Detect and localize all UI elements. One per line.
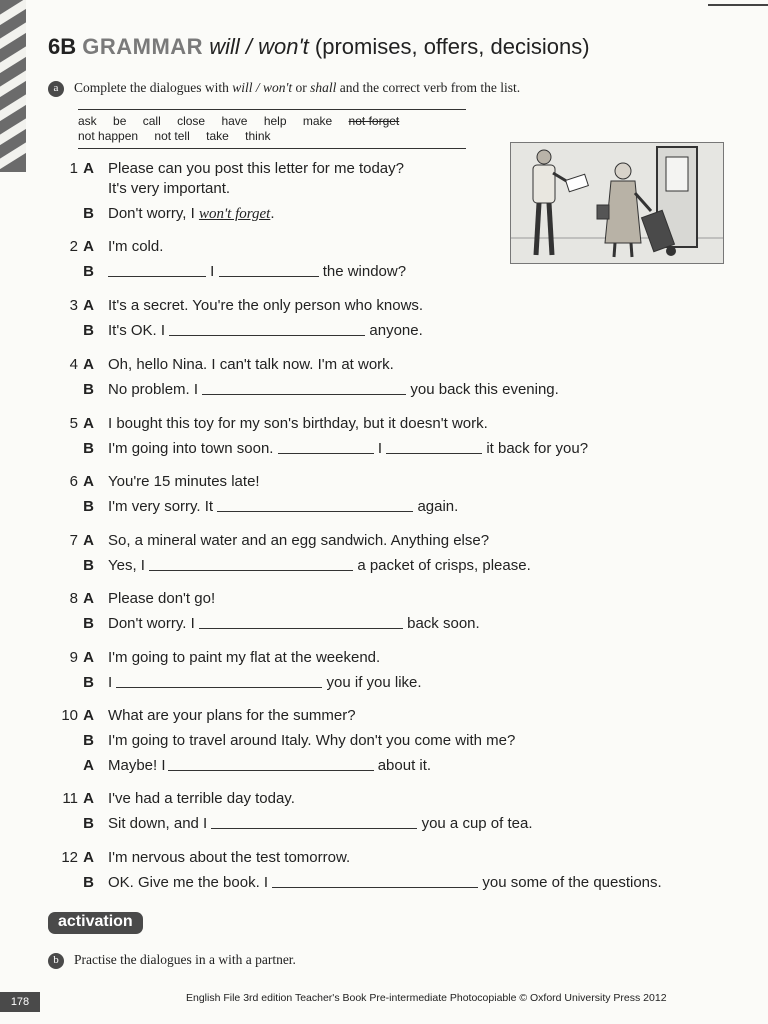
title-grammar-point: will / won't xyxy=(209,34,309,59)
word-list-row xyxy=(78,114,412,129)
dialogue-8-line-b xyxy=(83,615,480,632)
dialogue-11-line-a xyxy=(62,790,295,807)
line-text: I'm cold. xyxy=(108,238,164,255)
question-number: 2 xyxy=(69,238,78,255)
question-number: 4 xyxy=(69,356,78,373)
word-list xyxy=(78,114,412,144)
exercise-a-instruction xyxy=(48,80,520,97)
question-number: 6 xyxy=(69,473,78,490)
line-end: you a cup of tea. xyxy=(421,815,533,832)
corner-line xyxy=(708,4,768,6)
word-item: not happen xyxy=(78,129,139,143)
speaker: B xyxy=(83,615,94,632)
exercise-b-badge: b xyxy=(48,953,64,969)
line-text: You're 15 minutes late! xyxy=(108,473,260,490)
speaker: B xyxy=(83,874,94,891)
line-end: . xyxy=(270,205,275,222)
question-number: 12 xyxy=(61,849,78,866)
speaker: A xyxy=(83,707,94,724)
line-end: back soon. xyxy=(407,615,480,632)
speaker: B xyxy=(83,322,94,339)
line-text: I'm going into town soon. xyxy=(108,440,274,457)
line-text: It's a secret. You're the only person who knows. xyxy=(108,297,424,314)
line-text: I'm going to paint my flat at the weekend. xyxy=(108,649,381,666)
line-text: Sit down, and I xyxy=(108,815,208,832)
dialogue-3-line-b xyxy=(83,322,423,339)
line-text: Please don't go! xyxy=(108,590,216,607)
line-text: It's OK. I xyxy=(108,322,166,339)
answer-blank[interactable] xyxy=(149,558,353,571)
line-text: Please can you post this letter for me today? xyxy=(108,160,404,177)
line-text: OK. Give me the book. I xyxy=(108,874,269,891)
dialogue-1-line-b xyxy=(83,205,275,223)
dialogue-1-line-a-cont xyxy=(108,180,230,197)
dialogue-5-line-a xyxy=(69,415,488,432)
question-number: 11 xyxy=(62,790,78,807)
line-text: What are your plans for the summer? xyxy=(108,707,356,724)
word-item: take xyxy=(206,129,229,143)
example-answer: won't forget xyxy=(198,206,271,222)
word-item: not tell xyxy=(154,129,190,143)
question-number: 7 xyxy=(69,532,78,549)
dialogue-10-line-a xyxy=(61,707,356,724)
answer-blank[interactable] xyxy=(168,758,374,771)
speaker: B xyxy=(83,732,94,749)
line-end: you some of the questions. xyxy=(482,874,662,891)
speaker: B xyxy=(83,205,94,222)
speaker: A xyxy=(83,849,94,866)
speaker: A xyxy=(83,238,94,255)
dialogue-2-line-b xyxy=(83,263,407,280)
speaker: A xyxy=(83,297,94,314)
word-item: help xyxy=(263,114,287,128)
answer-blank[interactable] xyxy=(278,441,374,454)
word-item: think xyxy=(245,129,271,143)
word-item: call xyxy=(142,114,161,128)
unit-code: 6B xyxy=(48,34,77,59)
word-item-used: not forget xyxy=(348,114,400,128)
answer-blank[interactable] xyxy=(219,264,319,277)
dialogue-10-line-b xyxy=(83,732,516,749)
instruction-will: will / won't xyxy=(232,80,293,95)
question-number: 3 xyxy=(69,297,78,314)
speaker: B xyxy=(83,557,94,574)
word-box-bottom-rule xyxy=(78,148,466,149)
speaker: A xyxy=(83,415,94,432)
speaker: A xyxy=(83,532,94,549)
answer-blank[interactable] xyxy=(211,816,417,829)
speaker: B xyxy=(83,440,94,457)
speaker: A xyxy=(83,590,94,607)
dialogue-6-line-a xyxy=(69,473,260,490)
question-number: 9 xyxy=(69,649,78,666)
word-item: close xyxy=(177,114,206,128)
line-text: I'm very sorry. It xyxy=(108,498,214,515)
dialogue-6-line-b xyxy=(83,498,459,515)
instruction-shall: shall xyxy=(310,80,337,95)
line-text: I xyxy=(108,674,113,691)
answer-blank[interactable] xyxy=(272,875,478,888)
answer-blank[interactable] xyxy=(386,441,482,454)
speaker: A xyxy=(83,649,94,666)
dialogue-9-line-b xyxy=(83,674,422,691)
dialogue-12-line-b xyxy=(83,874,662,891)
speaker: A xyxy=(83,356,94,373)
page-title xyxy=(48,34,590,60)
instruction-text: Complete the dialogues with xyxy=(74,80,233,95)
dialogue-5-line-b xyxy=(83,440,589,457)
dialogue-8-line-a xyxy=(69,590,216,607)
line-text: Yes, I xyxy=(108,557,145,574)
line-end: you if you like. xyxy=(326,674,422,691)
copyright-footer: English File 3rd edition Teacher's Book Pre-intermediate Photocopiable © Oxford University Press 2012 xyxy=(186,992,667,1004)
speaker: B xyxy=(83,674,94,691)
line-mid: I xyxy=(210,263,215,280)
dialogue-2-line-a xyxy=(69,238,164,255)
speaker: B xyxy=(83,263,94,280)
line-end: it back for you? xyxy=(486,440,589,457)
activation-heading: activation xyxy=(48,912,143,934)
word-item: make xyxy=(302,114,333,128)
line-text: Maybe! I xyxy=(108,757,166,774)
word-box-top-rule xyxy=(78,109,466,110)
dialogue-3-line-a xyxy=(69,297,424,314)
question-number: 10 xyxy=(61,707,78,724)
answer-blank[interactable] xyxy=(217,499,413,512)
speaker: B xyxy=(83,498,94,515)
instruction-or: or xyxy=(292,80,311,95)
decorative-stripes xyxy=(0,0,26,172)
question-number: 5 xyxy=(69,415,78,432)
dialogue-9-line-a xyxy=(69,649,381,666)
exercise-b-instruction xyxy=(48,952,296,969)
answer-blank[interactable] xyxy=(108,264,206,277)
answer-blank[interactable] xyxy=(199,616,403,629)
answer-blank[interactable] xyxy=(116,675,322,688)
word-list-row xyxy=(78,129,412,144)
section-label: GRAMMAR xyxy=(82,34,204,59)
line-text: Don't worry, I xyxy=(108,205,199,222)
dialogue-1-line-a xyxy=(69,160,404,177)
line-end: again. xyxy=(417,498,459,515)
line-text: Oh, hello Nina. I can't talk now. I'm at work. xyxy=(108,356,394,373)
speaker: B xyxy=(83,381,94,398)
dialogue-7-line-b xyxy=(83,557,531,574)
line-end: about it. xyxy=(377,757,432,774)
question-number: 8 xyxy=(69,590,78,607)
instruction-end: and the correct verb from the list. xyxy=(336,80,521,95)
line-text: No problem. I xyxy=(108,381,199,398)
line-mid: I xyxy=(377,440,382,457)
line-text: I'm going to travel around Italy. Why don't you come with me? xyxy=(108,732,516,749)
speaker: A xyxy=(83,160,94,177)
answer-blank[interactable] xyxy=(169,323,365,336)
line-end: a packet of crisps, please. xyxy=(357,557,531,574)
line-text: I bought this toy for my son's birthday, but it doesn't work. xyxy=(108,415,488,432)
line-end: the window? xyxy=(322,263,407,280)
line-text: I've had a terrible day today. xyxy=(108,790,295,807)
word-item: be xyxy=(113,114,127,128)
line-text: Don't worry. I xyxy=(108,615,195,632)
instruction-text: Practise the dialogues in a with a partner. xyxy=(74,952,296,967)
answer-blank[interactable] xyxy=(202,382,406,395)
question-number: 1 xyxy=(69,160,78,177)
dialogue-7-line-a xyxy=(69,532,490,549)
dialogue-4-line-a xyxy=(69,356,394,373)
dialogue-4-line-b xyxy=(83,381,559,398)
dialogue-10-line-a2 xyxy=(83,757,432,774)
line-end: you back this evening. xyxy=(410,381,559,398)
line-text: So, a mineral water and an egg sandwich. Anything else? xyxy=(108,532,490,549)
line-text: I'm nervous about the test tomorrow. xyxy=(108,849,351,866)
word-item: have xyxy=(221,114,248,128)
exercise-a-badge: a xyxy=(48,81,64,97)
dialogue-12-line-a xyxy=(61,849,351,866)
title-topic: (promises, offers, decisions) xyxy=(314,34,590,59)
word-item: ask xyxy=(78,114,97,128)
illustration-post-letter xyxy=(510,142,724,264)
speaker: A xyxy=(83,790,94,807)
speaker: A xyxy=(83,473,94,490)
speaker: A xyxy=(83,757,94,774)
dialogue-11-line-b xyxy=(83,815,533,832)
line-text: It's very important. xyxy=(108,180,231,197)
speaker: B xyxy=(83,815,94,832)
page-number: 178 xyxy=(0,992,40,1012)
line-end: anyone. xyxy=(369,322,423,339)
